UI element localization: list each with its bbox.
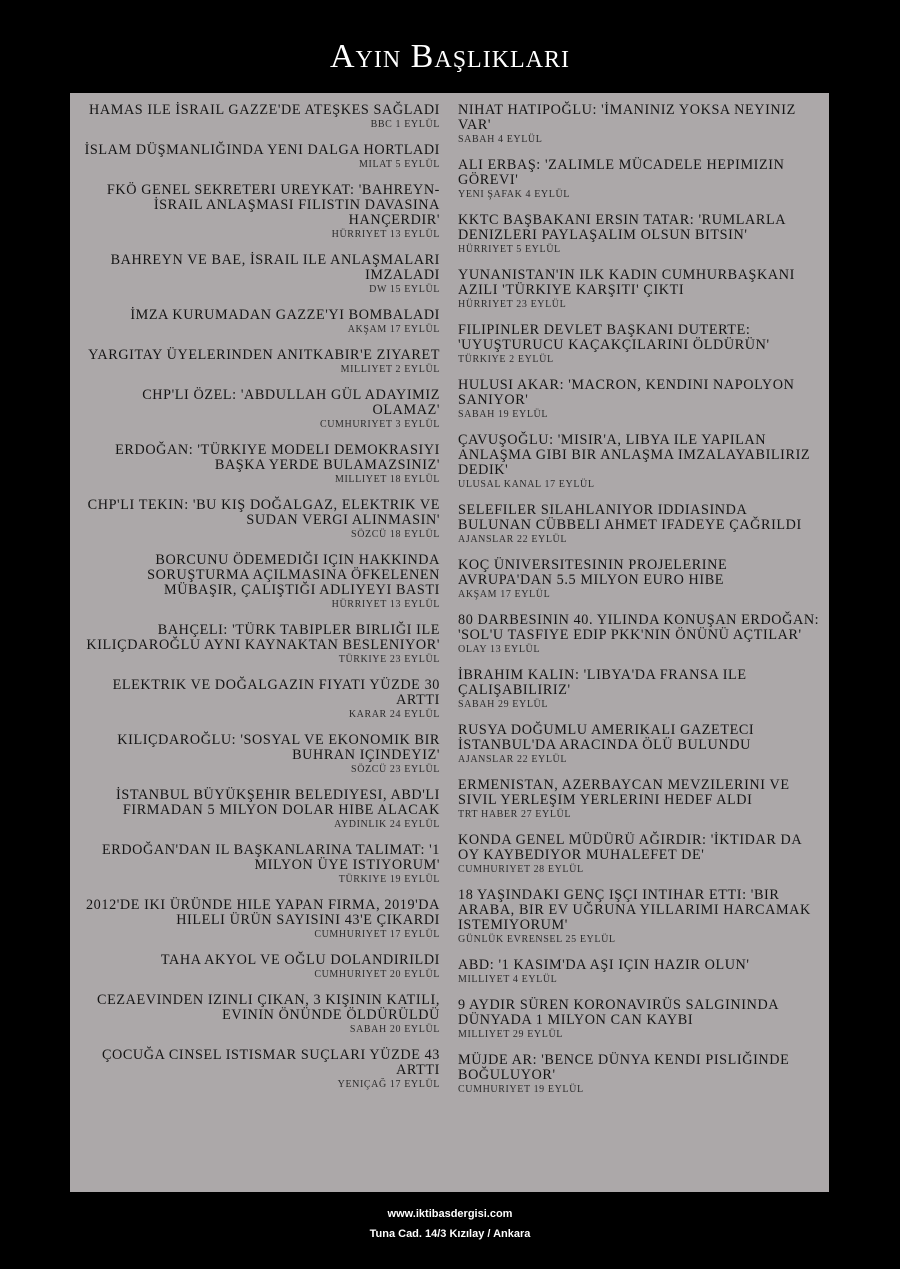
headline-item	[82, 1048, 440, 1091]
headline-text: 9 AYDIR SÜREN KORONAVIRÜS SALGININDA DÜNYADA 1 MILYON CAN KAYBI	[458, 997, 779, 1028]
headline-item	[82, 843, 440, 886]
headline-text: YUNANISTAN'IN ILK KADIN CUMHURBAŞKANI AZILI 'TÜRKIYE KARŞITI' ÇIKTI	[458, 267, 795, 298]
headline-text: SELEFILER SILAHLANIYOR IDDIASINDA BULUNAN CÜBBELI AHMET IFADEYE ÇAĞRILDI	[458, 502, 802, 533]
headline-text: ERDOĞAN'DAN IL BAŞKANLARINA TALIMAT: '1 MILYON ÜYE ISTIYORUM'	[102, 842, 440, 873]
headline-item	[458, 668, 820, 711]
headline-item	[82, 553, 440, 611]
headline-text: KKTC BAŞBAKANI ERSIN TATAR: 'RUMLARLA DENIZLERI PAYLAŞALIM OLSUN BITSIN'	[458, 212, 786, 243]
headline-item	[82, 623, 440, 666]
headline-source: OLAY 13 EYLÜL	[458, 644, 541, 655]
left-column	[82, 103, 440, 1091]
headline-item	[82, 993, 440, 1036]
headline-item	[458, 323, 820, 366]
headline-source: TÜRKIYE 23 EYLÜL	[338, 654, 440, 665]
headline-item	[458, 998, 820, 1041]
headline-item	[82, 183, 440, 241]
headline-item	[458, 433, 820, 491]
headline-item	[458, 558, 820, 601]
headline-text: İSLAM DÜŞMANLIĞINDA YENI DALGA HORTLADI	[84, 142, 440, 158]
headline-item	[458, 268, 820, 311]
headline-source: HÜRRIYET 23 EYLÜL	[458, 299, 567, 310]
headline-text: KOÇ ÜNIVERSITESININ PROJELERINE AVRUPA'DAN 5.5 MILYON EURO HIBE	[458, 557, 728, 588]
headline-text: BAHÇELI: 'TÜRK TABIPLER BIRLIĞI ILE KILIÇDAROĞLU AYNI KAYNAKTAN BESLENIYOR'	[86, 622, 440, 653]
headline-source: SÖZCÜ 18 EYLÜL	[351, 529, 440, 540]
headline-source: YENIÇAĞ 17 EYLÜL	[337, 1079, 440, 1090]
page-title: Ayın Başlıkları	[329, 38, 571, 75]
headline-item	[458, 958, 820, 986]
headline-text: ELEKTRIK VE DOĞALGAZIN FIYATI YÜZDE 30 ARTTI	[112, 677, 440, 708]
headline-source: AJANSLAR 22 EYLÜL	[458, 534, 568, 545]
headline-item	[82, 898, 440, 941]
headline-text: KONDA GENEL MÜDÜRÜ AĞIRDIR: 'İKTIDAR DA OY KAYBEDIYOR MUHALEFET DE'	[458, 832, 802, 863]
headline-source: TÜRKIYE 19 EYLÜL	[338, 874, 440, 885]
headline-source: TÜRKIYE 2 EYLÜL	[458, 354, 554, 365]
headline-text: CEZAEVINDEN IZINLI ÇIKAN, 3 KIŞININ KATILI, EVININ ÖNÜNDE ÖLDÜRÜLDÜ	[97, 992, 440, 1023]
headline-source: BBC 1 EYLÜL	[370, 119, 440, 130]
headline-source: YENI ŞAFAK 4 EYLÜL	[458, 189, 570, 200]
headline-item	[82, 678, 440, 721]
headline-source: MILLIYET 29 EYLÜL	[458, 1029, 563, 1040]
headline-text: TAHA AKYOL VE OĞLU DOLANDIRILDI	[160, 952, 440, 968]
headline-text: BORCUNU ÖDEMEDIĞI IÇIN HAKKINDA SORUŞTURMA AÇILMASINA ÖFKELENEN MÜBAŞIR, ÇALIŞTIĞI ADLIYEYI BASTI	[147, 552, 440, 598]
headline-source: SABAH 19 EYLÜL	[458, 409, 549, 420]
headline-item	[458, 833, 820, 876]
headline-source: DW 15 EYLÜL	[369, 284, 440, 295]
headline-source: MILLIYET 4 EYLÜL	[458, 974, 558, 985]
headline-text: BAHREYN VE BAE, İSRAIL ILE ANLAŞMALARI IMZALADI	[110, 252, 440, 283]
headline-item	[458, 378, 820, 421]
headline-source: SÖZCÜ 23 EYLÜL	[351, 764, 440, 775]
headline-source: CUMHURIYET 3 EYLÜL	[319, 419, 440, 430]
headline-item	[458, 158, 820, 201]
headline-source: CUMHURIYET 28 EYLÜL	[458, 864, 584, 875]
headline-text: RUSYA DOĞUMLU AMERIKALI GAZETECI İSTANBUL'DA ARACINDA ÖLÜ BULUNDU	[458, 722, 755, 753]
headline-text: YARGITAY ÜYELERINDEN ANITKABIR'E ZIYARET	[88, 347, 440, 363]
headline-item	[82, 308, 440, 336]
headline-source: CUMHURIYET 20 EYLÜL	[314, 969, 440, 980]
headline-source: AJANSLAR 22 EYLÜL	[458, 754, 568, 765]
headline-source: HÜRRIYET 13 EYLÜL	[331, 229, 440, 240]
headline-text: KILIÇDAROĞLU: 'SOSYAL VE EKONOMIK BIR BUHRAN IÇINDEYIZ'	[117, 732, 440, 763]
right-column	[458, 103, 820, 1096]
headline-text: CHP'LI TEKIN: 'BU KIŞ DOĞALGAZ, ELEKTRIK VE SUDAN VERGI ALINMASIN'	[87, 497, 440, 528]
headline-text: HULUSI AKAR: 'MACRON, KENDINI NAPOLYON SANIYOR'	[458, 377, 795, 408]
headline-text: ALI ERBAŞ: 'ZALIMLE MÜCADELE HEPIMIZIN GÖREVI'	[458, 157, 785, 188]
headline-source: SABAH 4 EYLÜL	[458, 134, 543, 145]
headline-item	[82, 348, 440, 376]
headline-text: FKÖ GENEL SEKRETERI UREYKAT: 'BAHREYN-İSRAIL ANLAŞMASI FILISTIN DAVASINA HANÇERDIR'	[106, 182, 440, 228]
headline-item	[458, 888, 820, 946]
headline-text: İBRAHIM KALIN: 'LIBYA'DA FRANSA ILE ÇALIŞABILIRIZ'	[458, 667, 747, 698]
footer-address: Tuna Cad. 14/3 Kızılay / Ankara	[369, 1228, 531, 1240]
headline-text: 80 DARBESININ 40. YILINDA KONUŞAN ERDOĞAN: 'SOL'U TASFIYE EDIP PKK'NIN ÖNÜNÜ AÇTILAR'	[458, 612, 820, 643]
headline-source: SABAH 20 EYLÜL	[349, 1024, 440, 1035]
headline-text: MÜJDE AR: 'BENCE DÜNYA KENDI PISLIĞINDE BOĞULUYOR'	[458, 1052, 790, 1083]
headline-source: AKŞAM 17 EYLÜL	[347, 324, 440, 335]
headline-source: HÜRRIYET 13 EYLÜL	[331, 599, 440, 610]
headline-source: CUMHURIYET 17 EYLÜL	[314, 929, 440, 940]
headline-source: MILAT 5 EYLÜL	[359, 159, 440, 170]
headline-item	[82, 253, 440, 296]
headline-text: CHP'LI ÖZEL: 'ABDULLAH GÜL ADAYIMIZ OLAMAZ'	[142, 387, 440, 418]
headline-text: İSTANBUL BÜYÜKŞEHIR BELEDIYESI, ABD'LI FIRMADAN 5 MILYON DOLAR HIBE ALACAK	[116, 787, 440, 818]
headline-item	[458, 778, 820, 821]
headline-source: ULUSAL KANAL 17 EYLÜL	[458, 479, 595, 490]
headline-text: NIHAT HATIPOĞLU: 'İMANINIZ YOKSA NEYINIZ VAR'	[458, 102, 796, 133]
headline-text: FILIPINLER DEVLET BAŞKANI DUTERTE: 'UYUŞTURUCU KAÇAKÇILARINI ÖLDÜRÜN'	[458, 322, 770, 353]
headline-item	[458, 213, 820, 256]
headline-text: ABD: '1 KASIM'DA AŞI IÇIN HAZIR OLUN'	[458, 957, 750, 973]
headline-text: 18 YAŞINDAKI GENÇ IŞÇI INTIHAR ETTI: 'BIR ARABA, BIR EV UĞRUNA YILLARIMI HARCAMAK ISTEMIYORUM'	[458, 887, 811, 933]
headline-source: AKŞAM 17 EYLÜL	[458, 589, 551, 600]
headline-source: AYDINLIK 24 EYLÜL	[334, 819, 440, 830]
headline-text: HAMAS ILE İSRAIL GAZZE'DE ATEŞKES SAĞLADI	[89, 102, 440, 118]
headline-source: MILLIYET 2 EYLÜL	[340, 364, 440, 375]
headline-source: SABAH 29 EYLÜL	[458, 699, 549, 710]
headline-text: ÇAVUŞOĞLU: 'MISIR'A, LIBYA ILE YAPILAN ANLAŞMA GIBI BIR ANLAŞMA IMZALAYABILIRIZ DEDIK'	[458, 432, 811, 478]
headline-item	[82, 498, 440, 541]
headline-text: ERMENISTAN, AZERBAYCAN MEVZILERINI VE SIVIL YERLEŞIM YERLERINI HEDEF ALDI	[458, 777, 790, 808]
headline-text: ERDOĞAN: 'TÜRKIYE MODELI DEMOKRASIYI BAŞKA YERDE BULAMAZSINIZ'	[115, 442, 440, 473]
headline-source: CUMHURIYET 19 EYLÜL	[458, 1084, 584, 1095]
headline-item	[82, 953, 440, 981]
headline-item	[82, 788, 440, 831]
headline-source: TRT HABER 27 EYLÜL	[458, 809, 572, 820]
headline-item	[82, 443, 440, 486]
headline-item	[458, 1053, 820, 1096]
headline-source: KARAR 24 EYLÜL	[348, 709, 440, 720]
headline-source: HÜRRIYET 5 EYLÜL	[458, 244, 561, 255]
headline-item	[458, 613, 820, 656]
headline-text: ÇOCUĞA CINSEL ISTISMAR SUÇLARI YÜZDE 43 ARTTI	[101, 1047, 440, 1078]
headline-item	[458, 503, 820, 546]
headline-text: İMZA KURUMADAN GAZZE'YI BOMBALADI	[130, 307, 440, 323]
headline-item	[82, 103, 440, 131]
headline-source: GÜNLÜK EVRENSEL 25 EYLÜL	[458, 934, 616, 945]
headline-item	[82, 143, 440, 171]
headline-item	[82, 388, 440, 431]
headline-item	[82, 733, 440, 776]
headline-text: 2012'DE IKI ÜRÜNDE HILE YAPAN FIRMA, 2019'DA HILELI ÜRÜN SAYISINI 43'E ÇIKARDI	[85, 897, 440, 928]
headline-item	[458, 103, 820, 146]
headline-item	[458, 723, 820, 766]
headlines-panel	[70, 93, 829, 1192]
headline-source: MILLIYET 18 EYLÜL	[335, 474, 440, 485]
footer-website[interactable]: www.iktibasdergisi.com	[387, 1208, 513, 1220]
